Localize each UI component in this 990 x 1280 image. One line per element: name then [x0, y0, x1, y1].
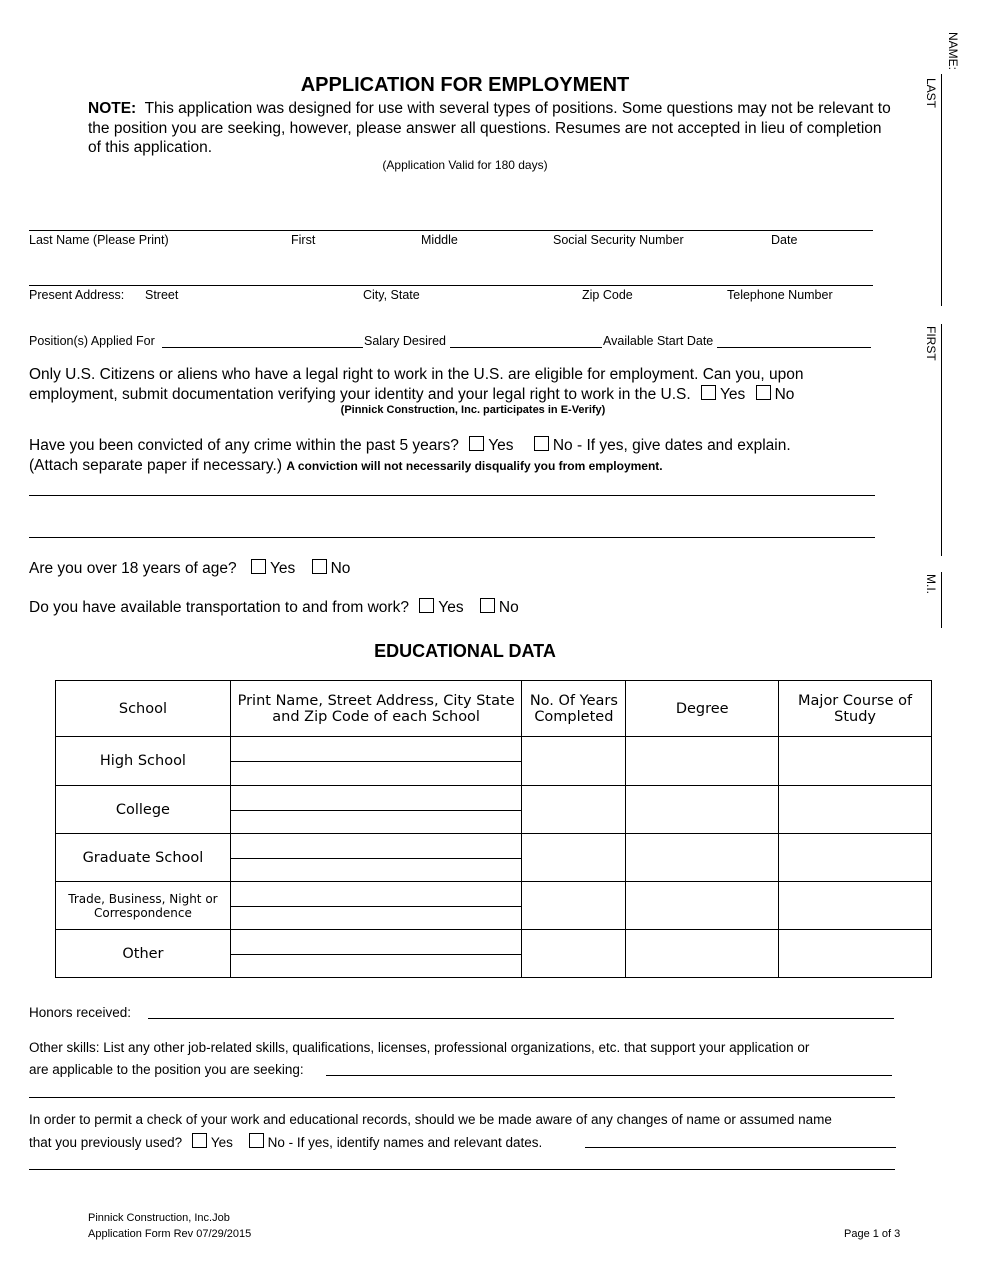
transport-yes-checkbox[interactable]	[419, 598, 434, 613]
table-row	[56, 786, 932, 834]
salary-input-line[interactable]	[450, 347, 602, 348]
crime-yes-checkbox[interactable]	[469, 436, 484, 451]
header-degree: Degree	[626, 681, 779, 737]
age-yes-label: Yes	[269, 560, 296, 577]
note-text: This application was designed for use with several types of positions. Some questions may not be relevant to the position you are seeking, however, please answer all questions. Resumes are not accepted in lieu of completion of this application.	[88, 100, 891, 156]
college-degree-cell[interactable]	[626, 786, 779, 834]
crime-question-line1	[29, 436, 791, 456]
honors-input-line[interactable]	[148, 1018, 894, 1019]
note-label: NOTE:	[88, 100, 137, 117]
records-no-checkbox[interactable]	[249, 1133, 264, 1148]
side-mi-line	[941, 572, 942, 628]
age-question-text: Are you over 18 years of age?	[29, 560, 237, 577]
row-label-trade: Trade, Business, Night or Correspondence	[56, 882, 231, 930]
side-last-label: LAST	[924, 78, 938, 109]
transport-question-text: Do you have available transportation to and from work?	[29, 599, 409, 616]
positions-label: Position(s) Applied For	[29, 334, 155, 348]
educational-data-title: EDUCATIONAL DATA	[374, 641, 556, 661]
last-name-label: Last Name (Please Print)	[29, 233, 169, 247]
address-input-line[interactable]	[29, 285, 873, 286]
note-paragraph	[88, 99, 898, 158]
crime-no-label: No - If yes, give dates and explain.	[552, 437, 791, 454]
honors-label: Honors received:	[29, 1005, 132, 1020]
high-school-major-cell[interactable]	[779, 737, 932, 786]
city-state-label: City, State	[363, 288, 420, 302]
telephone-label: Telephone Number	[727, 288, 833, 302]
citizen-yes-label: Yes	[719, 386, 746, 403]
row-label-high-school: High School	[56, 737, 231, 786]
header-school: School	[56, 681, 231, 737]
high-school-degree-cell[interactable]	[626, 737, 779, 786]
zip-code-label: Zip Code	[582, 288, 633, 302]
age-question	[29, 559, 350, 579]
other-degree-cell[interactable]	[626, 930, 779, 978]
crime-attach-note: (Attach separate paper if necessary.)	[29, 457, 283, 474]
citizen-no-checkbox[interactable]	[756, 385, 771, 400]
name-input-line[interactable]	[29, 230, 873, 231]
page-number: Page 1 of 3	[844, 1228, 901, 1240]
other-address-cell[interactable]	[230, 930, 522, 978]
citizen-question-text: employment, submit documentation verifying your identity and your legal right to work in the U.S.	[29, 386, 691, 403]
ssn-label: Social Security Number	[553, 233, 684, 247]
crime-disclaimer: A conviction will not necessarily disqualify you from employment.	[286, 459, 663, 473]
citizen-yes-checkbox[interactable]	[701, 385, 716, 400]
present-address-label: Present Address:	[29, 288, 125, 302]
header-address: Print Name, Street Address, City State and Zip Code of each School	[230, 681, 522, 737]
side-last-line	[941, 74, 942, 306]
transport-no-label: No	[498, 599, 519, 616]
records-line2	[29, 1133, 542, 1150]
age-no-label: No	[330, 560, 351, 577]
side-mi-label: M.I.	[924, 574, 938, 594]
transport-question	[29, 598, 519, 618]
side-first-line	[941, 324, 942, 556]
everify-note: (Pinnick Construction, Inc. participates in E-Verify)	[340, 404, 606, 416]
trade-degree-cell[interactable]	[626, 882, 779, 930]
positions-input-line[interactable]	[162, 347, 363, 348]
middle-name-label: Middle	[421, 233, 458, 247]
skills-input-line-1[interactable]	[326, 1075, 892, 1076]
table-row	[56, 834, 932, 882]
records-question-text: that you previously used?	[29, 1135, 183, 1150]
graduate-years-cell[interactable]	[522, 834, 626, 882]
high-school-address-cell[interactable]	[230, 737, 522, 786]
citizen-question-line1: Only U.S. Citizens or aliens who have a legal right to work in the U.S. are eligible for employment. Can you, upon	[29, 366, 804, 383]
footer-line1: Pinnick Construction, Inc.Job	[88, 1212, 230, 1224]
college-address-cell[interactable]	[230, 786, 522, 834]
crime-explain-line-2[interactable]	[29, 537, 875, 538]
crime-question-line2	[29, 456, 663, 476]
skills-line1: Other skills: List any other job-related skills, qualifications, licenses, professional organizations, etc. that support your application or	[29, 1040, 810, 1055]
high-school-years-cell[interactable]	[522, 737, 626, 786]
transport-yes-label: Yes	[438, 599, 464, 616]
skills-line2: are applicable to the position you are seeking:	[29, 1062, 304, 1077]
crime-explain-line-1[interactable]	[29, 495, 875, 496]
records-input-line-2[interactable]	[29, 1169, 895, 1170]
table-row	[56, 882, 932, 930]
row-label-graduate-school: Graduate School	[56, 834, 231, 882]
crime-yes-label: Yes	[488, 437, 514, 454]
street-label: Street	[145, 288, 179, 302]
footer-line2: Application Form Rev 07/29/2015	[88, 1228, 252, 1240]
other-years-cell[interactable]	[522, 930, 626, 978]
start-date-input-line[interactable]	[717, 347, 871, 348]
side-first-label: FIRST	[924, 326, 938, 361]
row-label-college: College	[56, 786, 231, 834]
crime-question-text: Have you been convicted of any crime within the past 5 years?	[29, 437, 459, 454]
salary-label: Salary Desired	[364, 334, 446, 348]
first-name-label: First	[291, 233, 316, 247]
records-input-line-1[interactable]	[585, 1147, 896, 1148]
trade-major-cell[interactable]	[779, 882, 932, 930]
records-line1: In order to permit a check of your work and educational records, should we be made aware of any changes of name or assumed name	[29, 1112, 832, 1127]
college-years-cell[interactable]	[522, 786, 626, 834]
education-table	[55, 680, 932, 978]
footer-company	[88, 1210, 251, 1242]
age-no-checkbox[interactable]	[312, 559, 327, 574]
transport-no-checkbox[interactable]	[480, 598, 495, 613]
age-yes-checkbox[interactable]	[251, 559, 266, 574]
validity-notice: (Application Valid for 180 days)	[382, 158, 548, 172]
header-years: No. Of Years Completed	[522, 681, 626, 737]
page-title: APPLICATION FOR EMPLOYMENT	[300, 74, 630, 96]
table-row	[56, 737, 932, 786]
table-row	[56, 930, 932, 978]
records-yes-checkbox[interactable]	[192, 1133, 207, 1148]
education-header-row	[56, 681, 932, 737]
header-major: Major Course of Study	[779, 681, 932, 737]
trade-years-cell[interactable]	[522, 882, 626, 930]
records-no-label: No - If yes, identify names and relevant dates.	[267, 1135, 543, 1150]
other-major-cell[interactable]	[779, 930, 932, 978]
citizen-no-label: No	[774, 386, 795, 403]
graduate-major-cell[interactable]	[779, 834, 932, 882]
start-date-label: Available Start Date	[603, 334, 714, 348]
side-name-label: NAME:	[946, 32, 960, 71]
trade-address-cell[interactable]	[230, 882, 522, 930]
records-yes-label: Yes	[210, 1135, 233, 1150]
graduate-address-cell[interactable]	[230, 834, 522, 882]
graduate-degree-cell[interactable]	[626, 834, 779, 882]
college-major-cell[interactable]	[779, 786, 932, 834]
row-label-other: Other	[56, 930, 231, 978]
date-label: Date	[771, 233, 798, 247]
skills-input-line-2[interactable]	[29, 1097, 895, 1098]
crime-no-checkbox[interactable]	[534, 436, 549, 451]
citizen-question-line2	[29, 385, 794, 405]
